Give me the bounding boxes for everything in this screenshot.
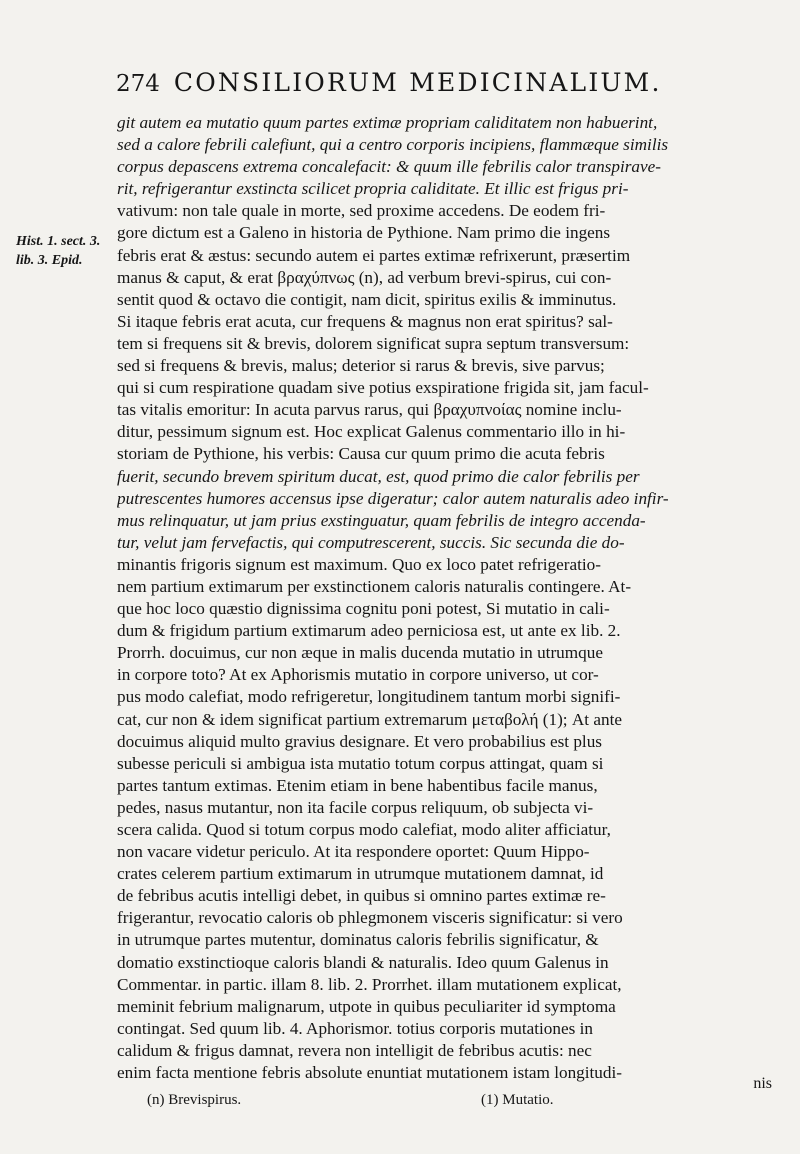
text-line: sentit quod & octavo die contigit, nam dicit, spiritus exilis & imminutus. xyxy=(117,289,617,309)
text-line: minantis frigoris signum est maximum. Quo ex loco patet refrigeratio- xyxy=(117,554,602,574)
text-line: git autem ea mutatio quum partes extimæ propriam caliditatem non habuerint, xyxy=(117,113,658,132)
margin-note-line: Hist. 1. sect. 3. xyxy=(16,234,101,249)
text-line: mus relinquatur, ut jam prius exstinguatur, quam febrilis de integro accenda- xyxy=(117,510,646,530)
text-line: putrescentes humores accensus ipse digeratur; calor autem naturalis adeo infir- xyxy=(117,488,669,508)
text-line: non vacare videtur periculo. At ita respondere oportet: Quum Hippo- xyxy=(117,842,590,862)
text-line: subesse periculi si ambigua ista mutatio totum corpus attingat, quam si xyxy=(117,753,604,773)
body-text xyxy=(117,112,774,1084)
footnote-marker: (1) xyxy=(481,1092,499,1108)
text-line: tas vitalis emoritur: In acuta parvus rarus, qui βραχυπνοίας nomine inclu- xyxy=(117,400,622,420)
text-line: fuerit, secundo brevem spiritum ducat, est, quod primo die calor febrilis per xyxy=(117,466,640,486)
text-line: docuimus aliquid multo gravius designare. Et vero probabilius est plus xyxy=(117,731,602,751)
running-title: CONSILIORUM MEDICINALIUM. xyxy=(173,68,662,97)
text-line: pedes, nasus mutantur, non ita facile corpus reliquum, ob subjecta vi- xyxy=(117,797,594,817)
footnote xyxy=(147,1092,241,1109)
text-line: contingat. Sed quum lib. 4. Aphorismor. totius corporis mutationes in xyxy=(117,1018,593,1038)
text-line: storiam de Pythione, his verbis: Causa cur quum primo die acuta febris xyxy=(117,444,605,464)
text-line: gore dictum est a Galeno in historia de Pythione. Nam primo die ingens xyxy=(117,223,611,243)
text-line: tem si frequens sit & brevis, dolorem significat supra septum transversum: xyxy=(117,333,630,353)
text-line: dum & frigidum partium extimarum adeo perniciosa est, ut ante ex lib. 2. xyxy=(117,621,621,641)
text-line: ditur, pessimum signum est. Hoc explicat Galenus commentario illo in hi- xyxy=(117,422,626,442)
text-line: in corpore toto? At ex Aphorismis mutatio in corpore universo, ut cor- xyxy=(117,665,599,685)
margin-note xyxy=(16,232,116,270)
text-line: domatio exstinctioque caloris blandi & naturalis. Ideo quum Galenus in xyxy=(117,952,609,972)
text-line: febris erat & æstus: secundo autem ei partes extimæ refrixerunt, præsertim xyxy=(117,245,631,265)
text-line: que hoc loco quæstio dignissima cognitu poni potest, Si mutatio in cali- xyxy=(117,599,610,619)
text-line: sed si frequens & brevis, malus; deterior si rarus & brevis, sive parvus; xyxy=(117,356,605,376)
text-line: corpus depascens extrema concalefacit: & quum ille febrilis calor transpirave- xyxy=(117,157,661,177)
text-line: rit, refrigerantur exstincta scilicet propria caliditate. Et illic est frigus pri- xyxy=(117,179,629,199)
text-line: enim facta mentione febris absolute enuntiat mutationem istam longitudi- xyxy=(117,1063,622,1083)
text-line: pus modo calefiat, modo refrigeretur, longitudinem tantum morbi signifi- xyxy=(117,687,621,707)
text-line: qui si cum respiratione quadam sive potius exspiratione frigida sit, jam facul- xyxy=(117,378,649,398)
footnote-text: Mutatio. xyxy=(502,1092,554,1108)
text-line: Commentar. in partic. illam 8. lib. 2. Prorrhet. illam mutationem explicat, xyxy=(117,974,622,994)
footnote-text: Brevispirus. xyxy=(168,1092,242,1108)
page-number: 274 xyxy=(116,71,160,97)
text-line: tur, velut jam fervefactis, qui computrescerent, succis. Sic secunda die do- xyxy=(117,532,625,552)
text-line: nem partium extimarum per exstinctionem caloris naturalis contingere. At- xyxy=(117,576,632,596)
catchword: nis xyxy=(753,1075,772,1092)
text-line: calidum & frigus damnat, revera non intelligit de febribus acutis: nec xyxy=(117,1040,592,1060)
text-line: scera calida. Quod si totum corpus modo calefiat, modo aliter afficiatur, xyxy=(117,820,611,839)
text-line: crates celerem partium extimarum in utrumque mutationem damnat, id xyxy=(117,864,604,884)
text-line: Prorrh. docuimus, cur non æque in malis ducenda mutatio in utrumque xyxy=(117,643,603,663)
text-line: frigerantur, revocatio caloris ob phlegmonem visceris significatur: si vero xyxy=(117,908,623,928)
footnote xyxy=(481,1092,554,1109)
text-line: partes tantum extimas. Etenim etiam in bene habentibus facile manus, xyxy=(117,775,598,795)
footnote-marker: (n) xyxy=(147,1092,165,1108)
text-line: in utrumque partes mutentur, dominatus caloris febrilis significatur, & xyxy=(117,930,599,950)
footnotes xyxy=(147,1092,747,1122)
text-line: de febribus acutis intelligi debet, in quibus si omnino partes extimæ re- xyxy=(117,886,606,906)
text-line: Si itaque febris erat acuta, cur frequens & magnus non erat spiritus? sal- xyxy=(117,311,613,331)
text-line: manus & caput, & erat βραχύπνως (n), ad verbum brevi-spirus, cui con- xyxy=(117,267,612,287)
text-line: vativum: non tale quale in morte, sed proxime accedens. De eodem fri- xyxy=(117,201,606,221)
text-line: sed a calore febrili calefiunt, qui a centro corporis incipiens, flammæque similis xyxy=(117,135,669,155)
margin-note-line: lib. 3. Epid. xyxy=(16,253,83,268)
text-line: cat, cur non & idem significat partium extremarum μεταβολή (1); At ante xyxy=(117,709,622,729)
text-line: meminit febrium malignarum, utpote in quibus peculiariter id symptoma xyxy=(117,996,616,1016)
page-header xyxy=(116,68,776,97)
